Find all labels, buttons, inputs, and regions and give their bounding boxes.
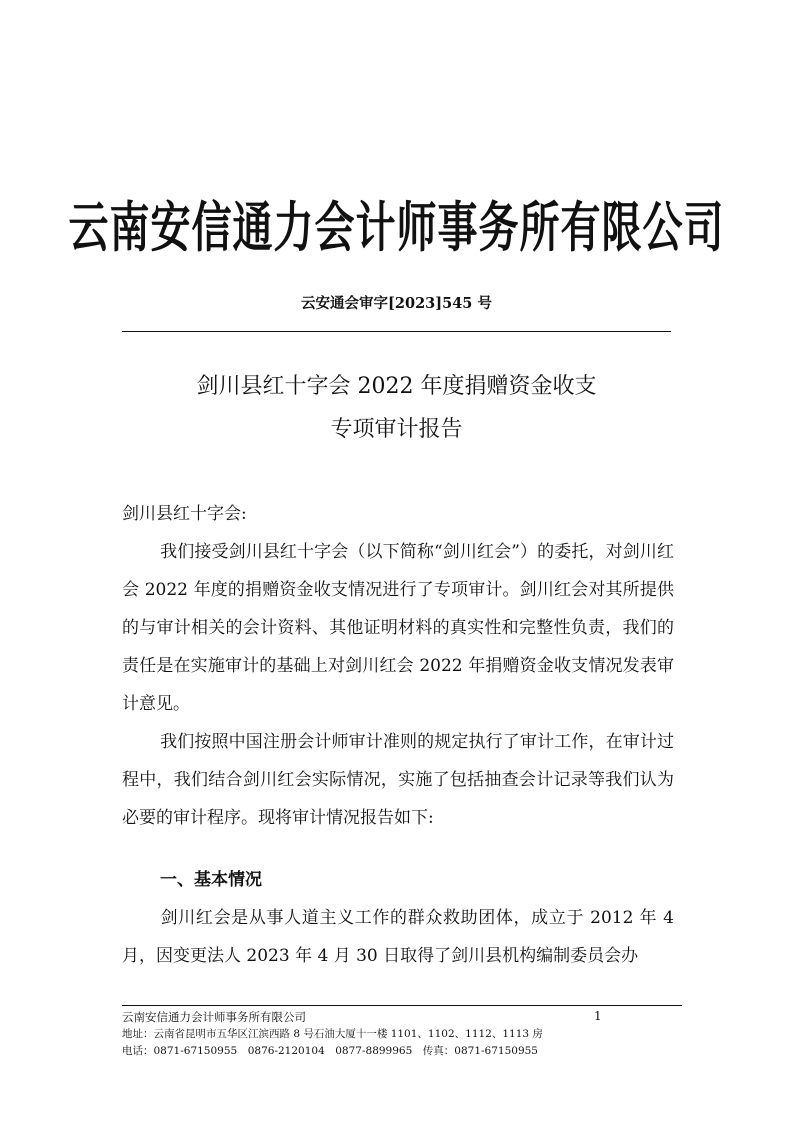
report-title-line-2: 专项审计报告 <box>330 417 463 442</box>
paragraph-text: 剑川红会是从事人道主义工作的群众救助团体，成立于 2012 年 4 月，因变更法人 2023 年 4 月 30 日取得了剑川县机构编制委员会办 <box>122 908 674 966</box>
document-number: 云安通会审字[2023]545 号 <box>301 295 492 312</box>
report-title-line-1: 剑川县红十字会 2022 年度捐赠资金收支 <box>196 374 597 399</box>
paragraph-procedures <box>122 723 674 837</box>
page-number: 1 <box>594 1009 602 1023</box>
header-divider <box>122 331 671 332</box>
footer-address: 地址：云南省昆明市五华区江滨西路 8 号石油大厦十一楼 1101、1102、1112、1113 房 <box>122 1028 543 1040</box>
footer-divider <box>122 1005 682 1006</box>
section-heading-text: 一、基本情况 <box>160 870 262 890</box>
paragraph-text: 我们按照中国注册会计师审计准则的规定执行了审计工作，在审计过程中，我们结合剑川红会实际情况，实施了包括抽查会计记录等我们认为必要的审计程序。现将审计情况报告如下: <box>122 732 674 828</box>
footer-firm-name: 云南安信通力会计师事务所有限公司 <box>122 1010 306 1024</box>
paragraph-basic-info <box>122 899 674 975</box>
section-heading-basic-info <box>122 861 674 899</box>
paragraph-engagement <box>122 533 674 723</box>
addressee: 剑川县红十字会: <box>122 504 247 524</box>
footer-contact: 电话：0871-67150955 0876-2120104 0877-8899965 传真：0871-67150955 <box>122 1045 538 1057</box>
paragraph-text: 我们接受剑川县红十字会（以下简称“剑川红会”）的委托，对剑川红会 2022 年度的捐赠资金收支情况进行了专项审计。剑川红会对其所提供的与审计相关的会计资料、其他证明材料的真实性和完整性负责，我们的责任是在实施审计的基础上对剑川红会 2022 年捐赠资金收支情况发表审计意见。 <box>122 542 674 714</box>
firm-letterhead-title: 云南安信通力会计师事务所有限公司 <box>68 197 725 260</box>
